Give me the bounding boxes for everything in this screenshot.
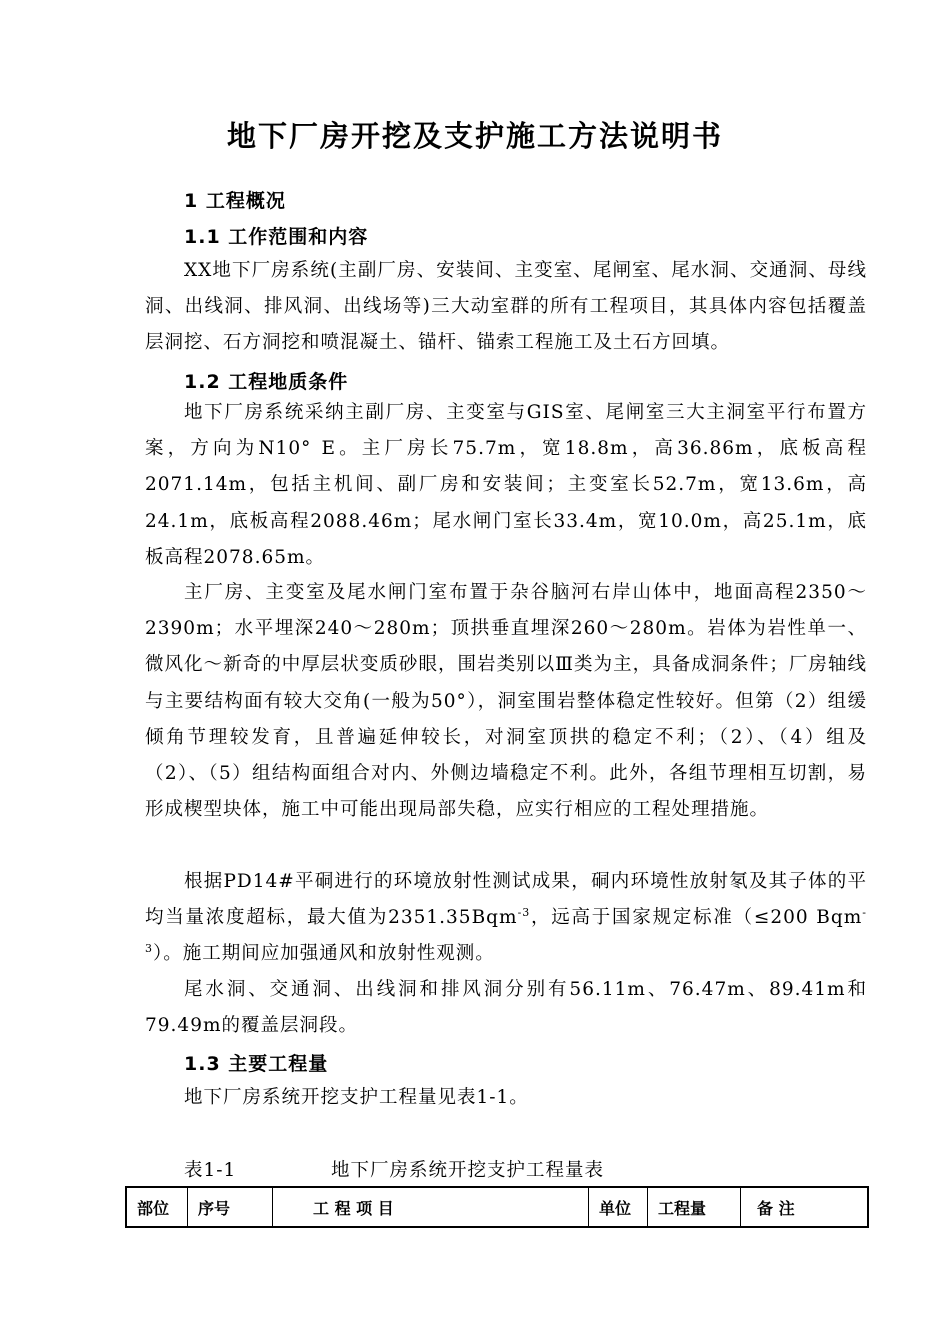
table-title: 地下厂房系统开挖支护工程量表: [331, 1160, 605, 1181]
table-number: 表1-1: [184, 1160, 237, 1181]
header-unit: 单位: [589, 1187, 648, 1227]
paragraph-overburden: 尾水洞、交通洞、出线洞和排风洞分别有56.11m、76.47m、89.41m和79.49m的覆盖层洞段。: [145, 979, 867, 1037]
paragraph-radiation: 根据PD14#平硐进行的环境放射性测试成果，硐内环境性放射氡及其子体的平均当量浓度超标，最大值为2351.35Bqm$^{-3}$，远高于国家规定标准（≤200 Bqm$^{-3}$）。施工期间应加强通风和放射性观测。: [145, 871, 867, 965]
paragraph-scope: XX地下厂房系统(主副厂房、安装间、主变室、尾闸室、尾水洞、交通洞、母线洞、出线洞、排风洞、出线场等)三大动室群的所有工程项目，其具体内容包括覆盖层洞挖、石方洞挖和喷混凝土、锚杆、锚索工程施工及土石方回填。: [145, 260, 867, 354]
section-heading-1-3: 1.3 主要工程量: [184, 1053, 329, 1075]
section-heading-1: 1 工程概况: [184, 190, 286, 212]
header-location: 部位: [126, 1187, 188, 1227]
quantity-table: [125, 1186, 869, 1228]
header-item: 工 程 项 目: [273, 1187, 589, 1227]
section-heading-1-1: 1.1 工作范围和内容: [184, 226, 369, 248]
header-remarks: 备 注: [741, 1187, 869, 1227]
header-seq: 序号: [188, 1187, 273, 1227]
paragraph-layout: 地下厂房系统采纳主副厂房、主变室与GIS室、尾闸室三大主洞室平行布置方案，方向为N10° E。主厂房长75.7m，宽18.8m，高36.86m，底板高程2071.14m，包括主机间、副厂房和安装间；主变室长52.7m，宽13.6m，高24.1m，底板高程2088.46m；尾水闸门室长33.4m，宽10.0m，高25.1m，底板高程2078.65m。: [145, 402, 867, 568]
section-heading-1-2: 1.2 工程地质条件: [184, 371, 349, 393]
header-quantity: 工程量: [648, 1187, 741, 1227]
paragraph-geology: 主厂房、主变室及尾水闸门室布置于杂谷脑河右岸山体中，地面高程2350～2390m；水平埋深240～280m；顶拱垂直埋深260～280m。岩体为岩性单一、微风化～新奇的中厚层状变质砂眼，围岩类别以Ⅲ类为主，具备成洞条件；厂房轴线与主要结构面有较大交角(一般为50°），洞室围岩整体稳定性较好。但第（2）组缓倾角节理较发育，且普遍延伸较长，对洞室顶拱的稳定不利；（2）、（4）组及（2）、（5）组结构面组合对内、外侧边墙稳定不利。此外，各组节理相互切割，易形成楔型块体，施工中可能出现局部失稳，应实行相应的工程处理措施。: [145, 582, 867, 821]
table-header-row: [126, 1187, 868, 1227]
paragraph-quantity-ref: 地下厂房系统开挖支护工程量见表1-1。: [184, 1087, 529, 1108]
document-title: 地下厂房开挖及支护施工方法说明书: [226, 119, 723, 153]
